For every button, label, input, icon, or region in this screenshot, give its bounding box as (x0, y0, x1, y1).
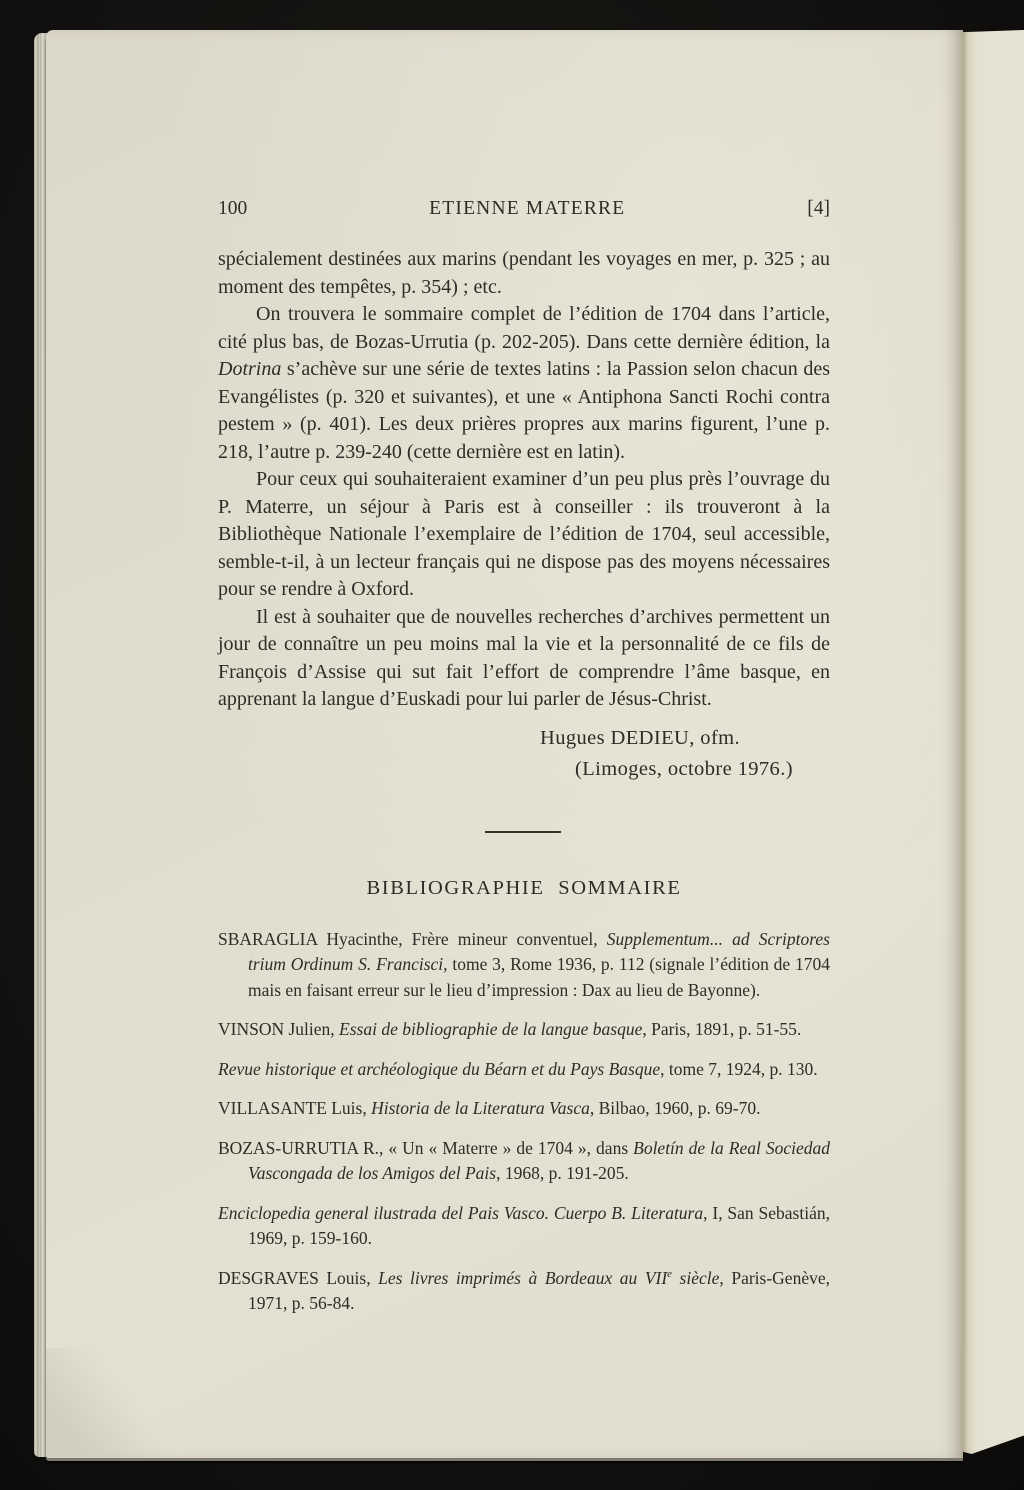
body-paragraph: On trouvera le sommaire complet de l’édition de 1704 dans l’article, cité plus bas, de Bozas-Urrutia (p. 202-205). Dans cette dernière édition, la Dotrina s’achève sur une série de textes latins : la Passion selon chacun des Evangélistes (p. 320 et suivantes), et une « Antiphona Sancti Rochi contra pestem » (p. 401). Les deux prières propres aux marins figurent, l’une p. 218, l’autre p. 239-240 (cette dernière est en latin). (218, 303, 830, 463)
page-number: 100 (218, 198, 248, 219)
signature-block (218, 723, 830, 785)
page-content (218, 30, 830, 1317)
book-page (46, 30, 963, 1458)
bibliography-entry: SBARAGLIA Hyacinthe, Frère mineur conventuel, Supplementum... ad Scriptores trium Ordinum S. Francisci, tome 3, Rome 1936, p. 112 (signale l’édition de 1704 mais en faisant erreur sur le lieu d’impression : Dax au lieu de Bayonne). (218, 928, 830, 1000)
bibliography-entry: VINSON Julien, Essai de bibliographie de la langue basque, Paris, 1891, p. 51-55. (218, 1019, 802, 1039)
bibliography-entry: BOZAS-URRUTIA R., « Un « Materre » de 1704 », dans Boletín de la Real Sociedad Vascongada de los Amigos del Pais, 1968, p. 191-205. (218, 1137, 830, 1183)
body-paragraphs (218, 246, 830, 714)
bibliography-entries (218, 927, 830, 1317)
section-separator-rule (485, 831, 561, 833)
facing-page-edge (963, 30, 1024, 1454)
running-header (218, 198, 830, 220)
bibliography-entry: DESGRAVES Louis, Les livres imprimés à Bordeaux au VIIe siècle, Paris-Genève, 1971, p. 56-84. (218, 1267, 830, 1313)
running-title: ETIENNE MATERRE (429, 198, 626, 219)
bibliography-entry: VILLASANTE Luis, Historia de la Literatura Vasca, Bilbao, 1960, p. 69-70. (218, 1098, 761, 1118)
body-paragraph: spécialement destinées aux marins (pendant les voyages en mer, p. 325 ; au moment des tempêtes, p. 354) ; etc. (218, 248, 830, 298)
body-paragraph: Pour ceux qui souhaiteraient examiner d’un peu plus près l’ouvrage du P. Materre, un séjour à Paris est à conseiller : ils trouveront à la Bibliothèque Nationale l’exemplaire de l’édition de 1704, seul accessible, semble-t-il, à un lecteur français qui ne dispose pas des moyens nécessaires pour se rendre à Oxford. (218, 468, 830, 600)
bibliography-entry: Enciclopedia general ilustrada del Pais Vasco. Cuerpo B. Literatura, I, San Sebastián, 1969, p. 159-160. (218, 1202, 830, 1248)
bottom-corner-fold (46, 1348, 196, 1458)
signature-name: Hugues DEDIEU, ofm. (540, 726, 741, 749)
body-paragraph: Il est à souhaiter que de nouvelles recherches d’archives permettent un jour de connaître un peu moins mal la vie et la personnalité de ce fils de François d’Assise qui sut fait l’effort de comprendre l’âme basque, en apprenant la langue d’Euskadi pour lui parler de Jésus-Christ. (218, 605, 830, 710)
issue-marker: [4] (807, 198, 830, 219)
bibliography-heading: BIBLIOGRAPHIE SOMMAIRE (366, 876, 682, 899)
bibliography-entry: Revue historique et archéologique du Béarn et du Pays Basque, tome 7, 1924, p. 130. (218, 1058, 818, 1079)
signature-place: (Limoges, octobre 1976.) (575, 757, 793, 780)
